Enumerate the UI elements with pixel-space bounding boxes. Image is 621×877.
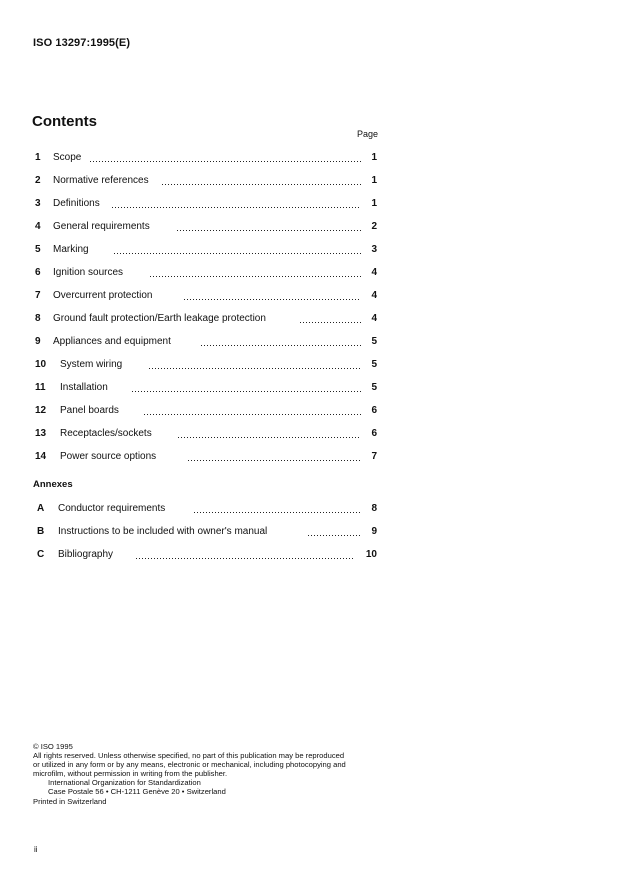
toc-entry-page: 5	[371, 382, 377, 393]
toc-entry-title: Installation	[60, 382, 114, 393]
toc-annex-entry[interactable]	[33, 503, 377, 517]
dot-leader	[307, 535, 361, 536]
toc-entry-number: 3	[35, 198, 41, 209]
toc-entry-number: 12	[35, 405, 47, 416]
toc-entry[interactable]	[33, 428, 377, 442]
toc-entry-title: Bibliography	[58, 549, 119, 560]
toc-entry[interactable]	[33, 290, 377, 304]
dot-leader	[193, 512, 361, 513]
toc-entry-page: 4	[371, 313, 377, 324]
dot-leader	[187, 460, 361, 461]
toc-entry-title: Ignition sources	[53, 267, 129, 278]
toc-entry-number: 11	[35, 382, 46, 393]
dot-leader	[111, 207, 361, 208]
toc-entry-page: 6	[371, 405, 377, 416]
toc-entry[interactable]	[33, 267, 377, 281]
toc-entry-page: 2	[371, 221, 377, 232]
toc-entry-page: 10	[365, 549, 377, 560]
toc-entry-title: Panel boards	[60, 405, 125, 416]
dot-leader	[135, 558, 355, 559]
toc-entry[interactable]	[33, 405, 377, 419]
toc-entry-number: B	[37, 526, 45, 537]
toc-entry-title: Instructions to be included with owner's manual	[58, 526, 273, 537]
dot-leader	[176, 230, 361, 231]
toc-entry-title: Scope	[53, 152, 87, 163]
toc-entry-title: Marking	[53, 244, 95, 255]
dot-leader	[200, 345, 361, 346]
toc-entry-number: A	[37, 503, 45, 514]
toc-entry-title: Conductor requirements	[58, 503, 171, 514]
toc-entry[interactable]	[33, 221, 377, 235]
toc-entry-number: 4	[35, 221, 41, 232]
toc-entry-number: 6	[35, 267, 41, 278]
toc-entry-page: 1	[371, 152, 377, 163]
dot-leader	[149, 276, 361, 277]
dot-leader	[183, 299, 361, 300]
dot-leader	[143, 414, 361, 415]
printed-in: Printed in Switzerland	[33, 796, 107, 806]
toc-entry-page: 4	[371, 267, 377, 278]
toc-entry-number: 7	[35, 290, 41, 301]
toc-entry-title: Definitions	[53, 198, 106, 209]
organization-name: International Organization for Standardization	[48, 778, 201, 788]
toc-entry[interactable]	[33, 175, 377, 189]
document-id-header: ISO 13297:1995(E)	[33, 37, 131, 49]
rights-statement-line: microfilm, without permission in writing from the publisher.	[33, 769, 228, 779]
organization-address: Case Postale 56 • CH-1211 Genève 20 • Switzerland	[48, 787, 226, 797]
toc-entry-title: Overcurrent protection	[53, 290, 159, 301]
toc-entry[interactable]	[33, 359, 377, 373]
toc-entry-number: 14	[35, 451, 47, 462]
dot-leader	[131, 391, 361, 392]
toc-entry-page: 8	[371, 503, 377, 514]
toc-entry[interactable]	[33, 244, 377, 258]
toc-annex-entry[interactable]	[33, 549, 377, 563]
toc-entry-page: 1	[371, 198, 377, 209]
toc-entry-number: 1	[35, 152, 41, 163]
toc-entry-title: Power source options	[60, 451, 162, 462]
toc-entry-page: 7	[371, 451, 377, 462]
dot-leader	[89, 161, 361, 162]
toc-entry[interactable]	[33, 152, 377, 166]
toc-entry-page: 5	[371, 359, 377, 370]
toc-entry-title: General requirements	[53, 221, 156, 232]
toc-entry[interactable]	[33, 198, 377, 212]
dot-leader	[148, 368, 361, 369]
dot-leader	[177, 437, 361, 438]
toc-entry-title: Receptacles/sockets	[60, 428, 158, 439]
toc-entry-page: 3	[371, 244, 377, 255]
page-number: ii	[34, 845, 38, 854]
toc-entry[interactable]	[33, 313, 377, 327]
toc-entry-page: 1	[371, 175, 377, 186]
page-column-label: Page	[357, 129, 379, 139]
annexes-heading: Annexes	[33, 479, 73, 490]
dot-leader	[299, 322, 361, 323]
toc-entry-page: 4	[371, 290, 377, 301]
toc-entry-page: 6	[371, 428, 377, 439]
toc-entry-title: System wiring	[60, 359, 128, 370]
rights-statement-line: All rights reserved. Unless otherwise specified, no part of this publication may be reproduced	[33, 751, 345, 761]
dot-leader	[161, 184, 361, 185]
toc-entry-number: 8	[35, 313, 41, 324]
dot-leader	[113, 253, 361, 254]
toc-entry-title: Ground fault protection/Earth leakage protection	[53, 313, 272, 324]
contents-title: Contents	[32, 113, 97, 130]
rights-statement-line: or utilized in any form or by any means, electronic or mechanical, including photocopying and	[33, 760, 346, 770]
toc-entry-number: 2	[35, 175, 41, 186]
toc-entry-number: 13	[35, 428, 47, 439]
toc-annex-entry[interactable]	[33, 526, 377, 540]
toc-entry-page: 9	[371, 526, 377, 537]
toc-entry-page: 5	[371, 336, 377, 347]
toc-entry[interactable]	[33, 382, 377, 396]
toc-entry-number: 9	[35, 336, 41, 347]
copyright-notice	[33, 742, 383, 806]
copyright-line: © ISO 1995	[33, 742, 73, 751]
toc-entry[interactable]	[33, 451, 377, 465]
toc-entry-title: Appliances and equipment	[53, 336, 177, 347]
toc-entry-title: Normative references	[53, 175, 155, 186]
toc-entry-number: 10	[35, 359, 47, 370]
toc-entry[interactable]	[33, 336, 377, 350]
toc-entry-number: C	[37, 549, 45, 560]
toc-entry-number: 5	[35, 244, 41, 255]
